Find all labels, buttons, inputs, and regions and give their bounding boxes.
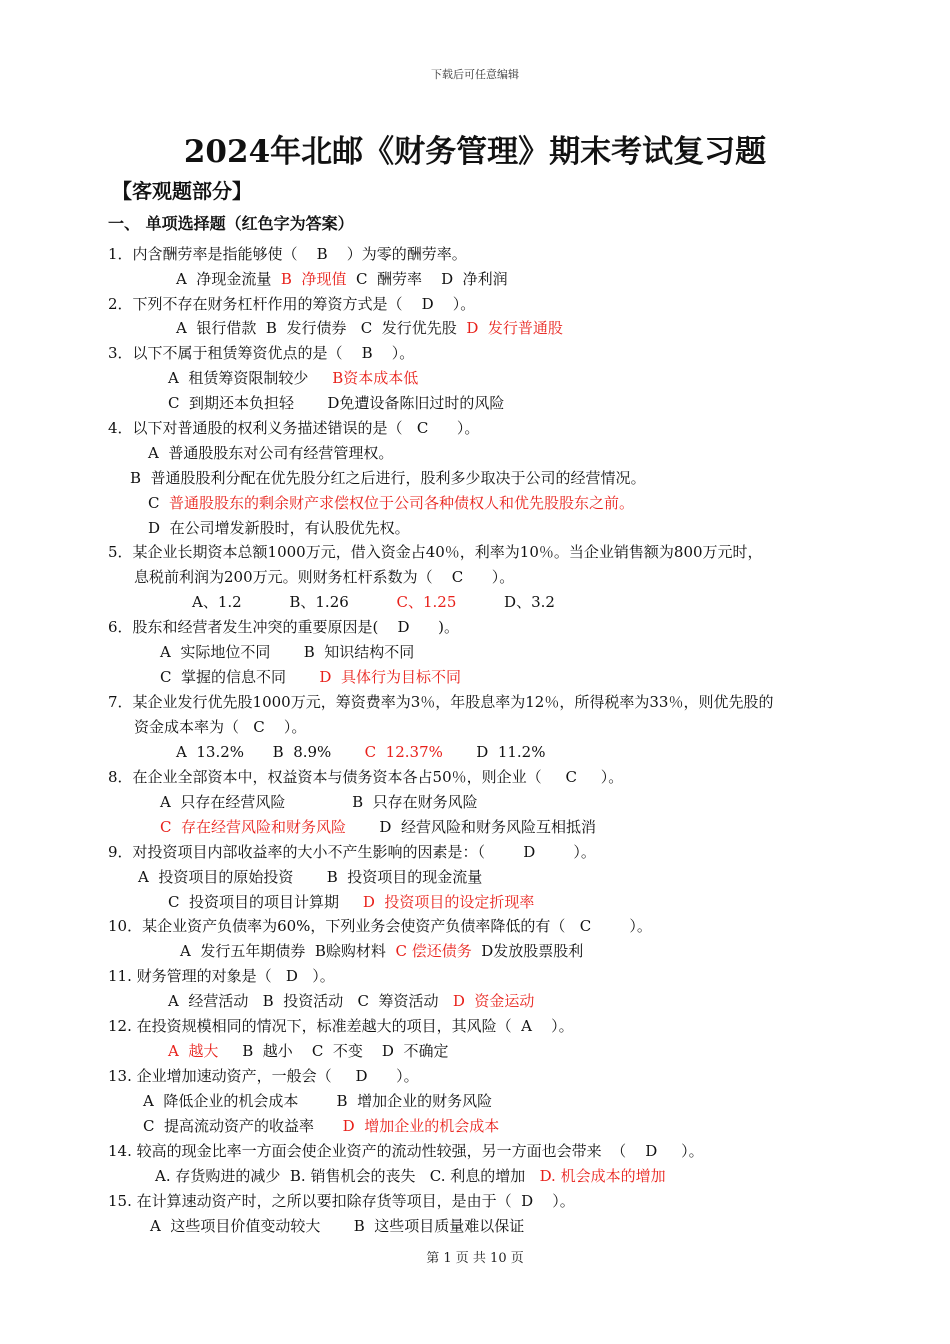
text-line bbox=[108, 966, 335, 986]
line-text: 4．以下对普通股的权利义务描述错误的是（ C ）。 bbox=[108, 419, 480, 437]
line-text: 9．对投资项目内部收益率的大小不产生影响的因素是：（ D ）。 bbox=[108, 843, 596, 861]
text-line bbox=[108, 418, 479, 438]
line-text: A 租赁筹资限制较少 bbox=[168, 369, 333, 387]
line-text: A 这些项目价值变动较大 B 这些项目质量难以保证 bbox=[150, 1217, 525, 1235]
line-text: 5．某企业长期资本总额1000万元，借入资金占40％，利率为10％。当企业销售额为800万元时， bbox=[108, 543, 763, 561]
answer-highlight: 普通股股东的剩余财产求偿权位于公司各种债权人和优先股股东之前。 bbox=[169, 494, 635, 512]
line-text: 资金成本率为（ C ）。 bbox=[134, 718, 307, 736]
answer-highlight: D 投资项目的设定折现率 bbox=[362, 893, 535, 911]
text-line bbox=[143, 1116, 499, 1136]
text-line bbox=[160, 642, 414, 662]
text-line bbox=[176, 269, 508, 289]
text-line bbox=[134, 717, 306, 737]
answer-highlight: B资本成本低 bbox=[332, 369, 419, 387]
line-text: 1．内含酬劳率是指能够使（ B ）为零的酬劳率。 bbox=[108, 245, 467, 263]
text-line bbox=[168, 1041, 449, 1061]
text-line bbox=[168, 892, 534, 912]
line-text: D 在公司增发新股时，有认股优先权。 bbox=[148, 519, 410, 537]
line-text: A 13.2% B 8.9% bbox=[176, 743, 365, 761]
line-text: A 普通股股东对公司有经营管理权。 bbox=[148, 444, 394, 462]
text-line bbox=[148, 493, 634, 513]
section-heading: 【客观题部分】 bbox=[112, 179, 252, 203]
answer-highlight: C 存在经营风险和财务风险 bbox=[160, 818, 347, 836]
answer-highlight: D 增加企业的机会成本 bbox=[342, 1117, 500, 1135]
line-text: A 投资项目的原始投资 B 投资项目的现金流量 bbox=[138, 868, 483, 886]
line-text: D、3.2 bbox=[456, 593, 555, 611]
text-line bbox=[160, 817, 596, 837]
line-text: 11. 财务管理的对象是（ D ）。 bbox=[108, 967, 335, 985]
text-line bbox=[108, 244, 467, 264]
line-text: 10．某企业资产负债率为60%，下列业务会使资产负债率降低的有（ C ）。 bbox=[108, 917, 652, 935]
text-line bbox=[108, 1016, 574, 1036]
text-line bbox=[148, 443, 393, 463]
answer-highlight: D 资金运动 bbox=[452, 992, 535, 1010]
text-line bbox=[176, 742, 545, 762]
line-text: 8．在企业全部资本中，权益资本与债务资本各占50％，则企业（ C ）。 bbox=[108, 768, 624, 786]
text-line bbox=[168, 991, 534, 1011]
answer-highlight: C 12.37% bbox=[364, 743, 443, 761]
text-line bbox=[108, 1141, 704, 1161]
answer-highlight: D 具体行为目标不同 bbox=[319, 668, 461, 686]
line-text: A 经营活动 B 投资活动 C 筹资活动 bbox=[168, 992, 453, 1010]
line-text: A 银行借款 B 发行债券 C 发行优先股 bbox=[176, 319, 467, 337]
line-text: C 到期还本负担轻 D免遭设备陈旧过时的风险 bbox=[168, 394, 505, 412]
text-line bbox=[143, 1091, 492, 1111]
line-text: 息税前利润为200万元。则财务杠杆系数为（ C ）。 bbox=[134, 568, 515, 586]
text-line bbox=[108, 1066, 419, 1086]
answer-highlight: C 偿还债务 bbox=[395, 942, 472, 960]
text-line bbox=[138, 867, 482, 887]
text-line bbox=[192, 592, 555, 612]
line-text: 15. 在计算速动资产时，之所以要扣除存货等项目，是由于（ D ）。 bbox=[108, 1192, 575, 1210]
line-text: A 降低企业的机会成本 B 增加企业的财务风险 bbox=[143, 1092, 493, 1110]
text-line bbox=[180, 941, 583, 961]
text-line bbox=[160, 667, 461, 687]
text-line bbox=[168, 393, 504, 413]
text-line bbox=[108, 1191, 575, 1211]
text-line bbox=[130, 468, 646, 488]
text-line bbox=[108, 916, 652, 936]
line-text: 2．下列不存在财务杠杆作用的筹资方式是（ D ）。 bbox=[108, 295, 476, 313]
answer-highlight: B 净现值 bbox=[280, 270, 347, 288]
line-text: D 11.2% bbox=[442, 743, 546, 761]
text-line bbox=[108, 542, 763, 562]
line-text: C 掌握的信息不同 bbox=[160, 668, 320, 686]
line-text: 6．股东和经营者发生冲突的重要原因是( D )。 bbox=[108, 618, 459, 636]
line-text: C 酬劳率 D 净利润 bbox=[346, 270, 508, 288]
line-text: C 投资项目的项目计算期 bbox=[168, 893, 363, 911]
line-text: A 只存在经营风险 B 只存在财务风险 bbox=[160, 793, 478, 811]
text-line bbox=[108, 343, 414, 363]
text-line bbox=[108, 842, 596, 862]
line-text: B 普通股股利分配在优先股分红之后进行，股利多少取决于公司的经营情况。 bbox=[130, 469, 646, 487]
line-text: 7．某企业发行优先股1000万元，筹资费率为3％，年股息率为12％，所得税率为33％，则优先股的 bbox=[108, 693, 774, 711]
line-text: 14. 较高的现金比率一方面会使企业资产的流动性较强，另一方面也会带来 （ D ）。 bbox=[108, 1142, 704, 1160]
line-text: A 发行五年期债券 B赊购材料 bbox=[180, 942, 396, 960]
answer-highlight: D. 机会成本的增加 bbox=[539, 1167, 666, 1185]
line-text: C bbox=[148, 494, 170, 512]
answer-highlight: D 发行普通股 bbox=[466, 319, 563, 337]
line-text: A 实际地位不同 B 知识结构不同 bbox=[160, 643, 415, 661]
line-text: D发放股票股利 bbox=[471, 942, 584, 960]
line-text: 3．以下不属于租赁筹资优点的是（ B ）。 bbox=[108, 344, 415, 362]
line-text: C 提高流动资产的收益率 bbox=[143, 1117, 343, 1135]
line-text: A. 存货购进的减少 B. 销售机会的丧失 C. 利息的增加 bbox=[155, 1167, 540, 1185]
line-text: 12. 在投资规模相同的情况下，标准差越大的项目，其风险（ A ）。 bbox=[108, 1017, 574, 1035]
page-header: 下载后可任意编辑 bbox=[431, 68, 519, 81]
answer-highlight: A 越大 bbox=[168, 1042, 219, 1060]
text-line bbox=[160, 792, 478, 812]
subsection-heading: 一、 单项选择题（红色字为答案） bbox=[108, 214, 354, 233]
text-line bbox=[150, 1216, 524, 1236]
text-line bbox=[108, 617, 459, 637]
text-line bbox=[108, 294, 475, 314]
text-line bbox=[134, 567, 514, 587]
line-text: B 越小 C 不变 D 不确定 bbox=[218, 1042, 449, 1060]
document-title: 2024年北邮《财务管理》期末考试复习题 bbox=[183, 134, 767, 170]
text-line bbox=[168, 368, 418, 388]
line-text: A、1.2 B、1.26 bbox=[192, 593, 397, 611]
text-line bbox=[108, 692, 773, 712]
page-footer: 第 1 页 共 10 页 bbox=[426, 1251, 524, 1266]
text-line bbox=[148, 518, 410, 538]
text-line bbox=[155, 1166, 666, 1186]
line-text: 13. 企业增加速动资产，一般会（ D ）。 bbox=[108, 1067, 419, 1085]
line-text: D 经营风险和财务风险互相抵消 bbox=[346, 818, 596, 836]
text-line bbox=[108, 767, 623, 787]
text-line bbox=[176, 318, 563, 338]
answer-highlight: C、1.25 bbox=[396, 593, 457, 611]
line-text: A 净现金流量 bbox=[176, 270, 281, 288]
